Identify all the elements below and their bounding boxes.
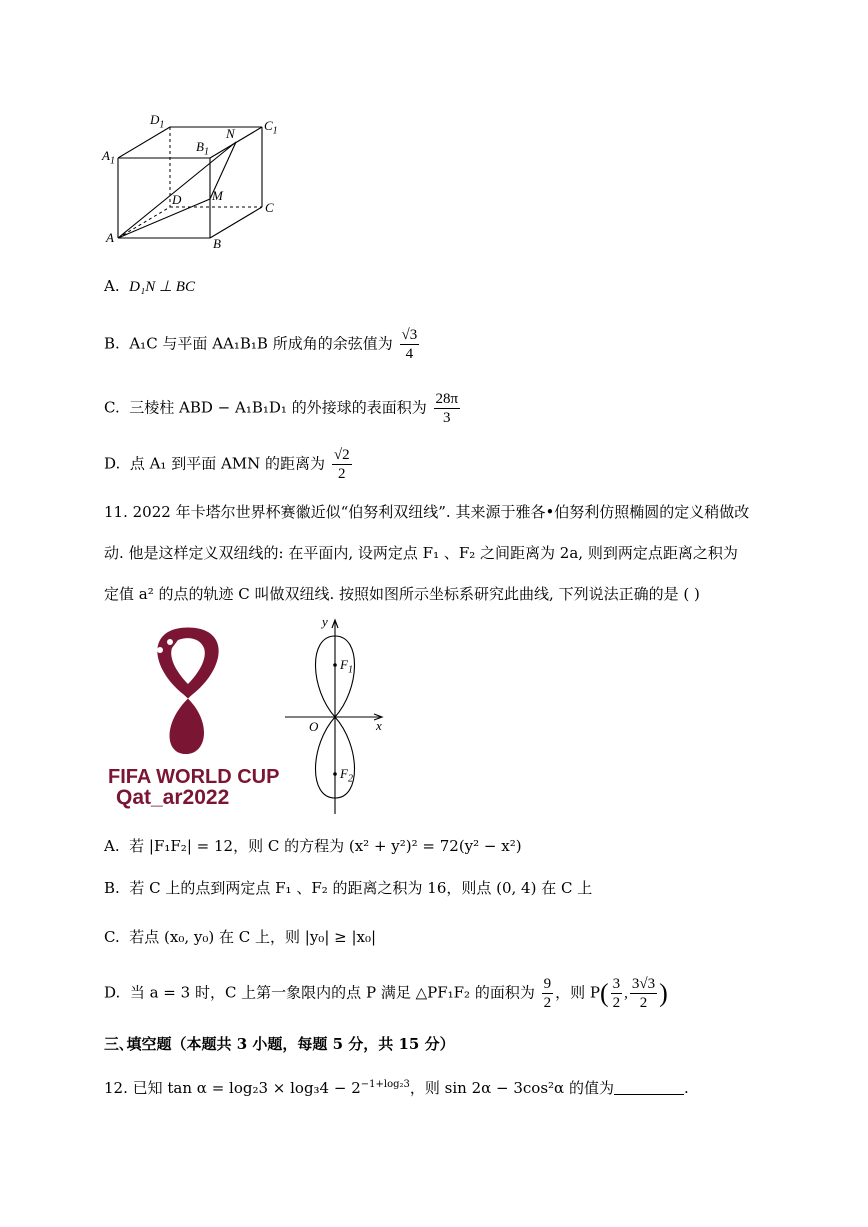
focus-label-f2: $F_2$: [340, 766, 353, 785]
vertex-label-a: A: [106, 230, 114, 245]
origin-label: O: [309, 719, 319, 734]
q11-option-a: A. 若 |F₁F₂| = 12，则 C 的方程为 (x² + y²)² = 72(y² − x²): [104, 837, 522, 855]
exponent: −1+log₂3: [360, 1079, 410, 1090]
axis-label-x: x: [376, 718, 382, 733]
q11-line-1: 11. 2022 年卡塔尔世界杯赛徽近似“伯努利双纽线”. 其来源于雅各•伯努利仿照椭圆的定义稍做改: [104, 503, 750, 521]
q11-option-d: D. 当 a = 3 时，C 上第一象限内的点 P 满足 △PF₁F₂ 的面积为 $\frac{9}{2}$ ，则 P( $\frac{3}{2}$ , $\frac{3√3}{2}$ ): [104, 976, 668, 1011]
q10-option-d: D. 点 A₁ 到平面 AMN 的距离为 $\frac{√2}{2}$: [104, 447, 350, 482]
vertex-label-b1: $B_1$: [196, 139, 209, 158]
axis-label-y: y: [322, 614, 328, 629]
fraction: $\frac{28\pi}{3}$: [435, 391, 459, 426]
q10-option-a: A. D₁N ⊥ BC: [104, 277, 195, 295]
vertex-label-m: M: [212, 188, 223, 203]
logo-text-qatar: Qat_ar2022: [116, 786, 230, 809]
fifa-world-cup-logo: [138, 624, 238, 764]
fraction: $\frac{3√3}{2}$: [631, 976, 656, 1011]
fraction: $\frac{9}{2}$: [543, 976, 552, 1011]
vertex-label-d1: $D_1$: [150, 112, 165, 131]
fraction: $\frac{3}{2}$: [612, 976, 621, 1011]
cube-figure: [100, 112, 290, 257]
q10-option-c: C. 三棱柱 ABD − A₁B₁D₁ 的外接球的表面积为 $\frac{28\pi}{3}$: [104, 391, 459, 426]
q11-line-2: 动. 他是这样定义双纽线的: 在平面内, 设两定点 F₁ 、F₂ 之间距离为 2a, 则到两定点距离之积为: [104, 544, 738, 562]
vertex-label-d: D: [172, 192, 182, 207]
lemniscate-graph: [280, 614, 390, 819]
vertex-label-b: B: [213, 236, 221, 251]
answer-blank[interactable]: [614, 1078, 684, 1095]
fraction: $\frac{√3}{4}$: [401, 327, 418, 362]
vertex-label-n: N: [226, 126, 235, 141]
q10-option-b: B. A₁C 与平面 AA₁B₁B 所成角的余弦值为 $\frac{√3}{4}$: [104, 327, 418, 362]
q11-option-c: C. 若点 (x₀, y₀) 在 C 上，则 |y₀| ≥ |x₀|: [104, 928, 377, 946]
q11-line-3: 定值 a² 的点的轨迹 C 叫做双纽线. 按照如图所示坐标系研究此曲线, 下列说法正确的是 ( ): [104, 585, 700, 603]
vertex-label-c: C: [265, 200, 274, 215]
vertex-label-c1: $C_1$: [264, 118, 278, 137]
logo-text-fifa: FIFA WORLD CUP: [108, 766, 280, 788]
vertex-label-a1: $A_1$: [102, 148, 115, 167]
focus-label-f1: $F_1$: [340, 657, 353, 676]
fraction: $\frac{√2}{2}$: [333, 447, 350, 482]
q11-option-b: B. 若 C 上的点到两定点 F₁ 、F₂ 的距离之积为 16，则点 (0, 4) 在 C 上: [104, 879, 593, 897]
q12-stem: 12. 已知 $\tan \alpha = \log_23 \times \log_34 - 2^{-1+log_23}$，则 sin 2α − 3cos²α 的值为 .: [104, 1079, 689, 1097]
section-heading: 三､填空题（本题共 3 小题，每题 5 分，共 15 分）: [104, 1035, 455, 1053]
